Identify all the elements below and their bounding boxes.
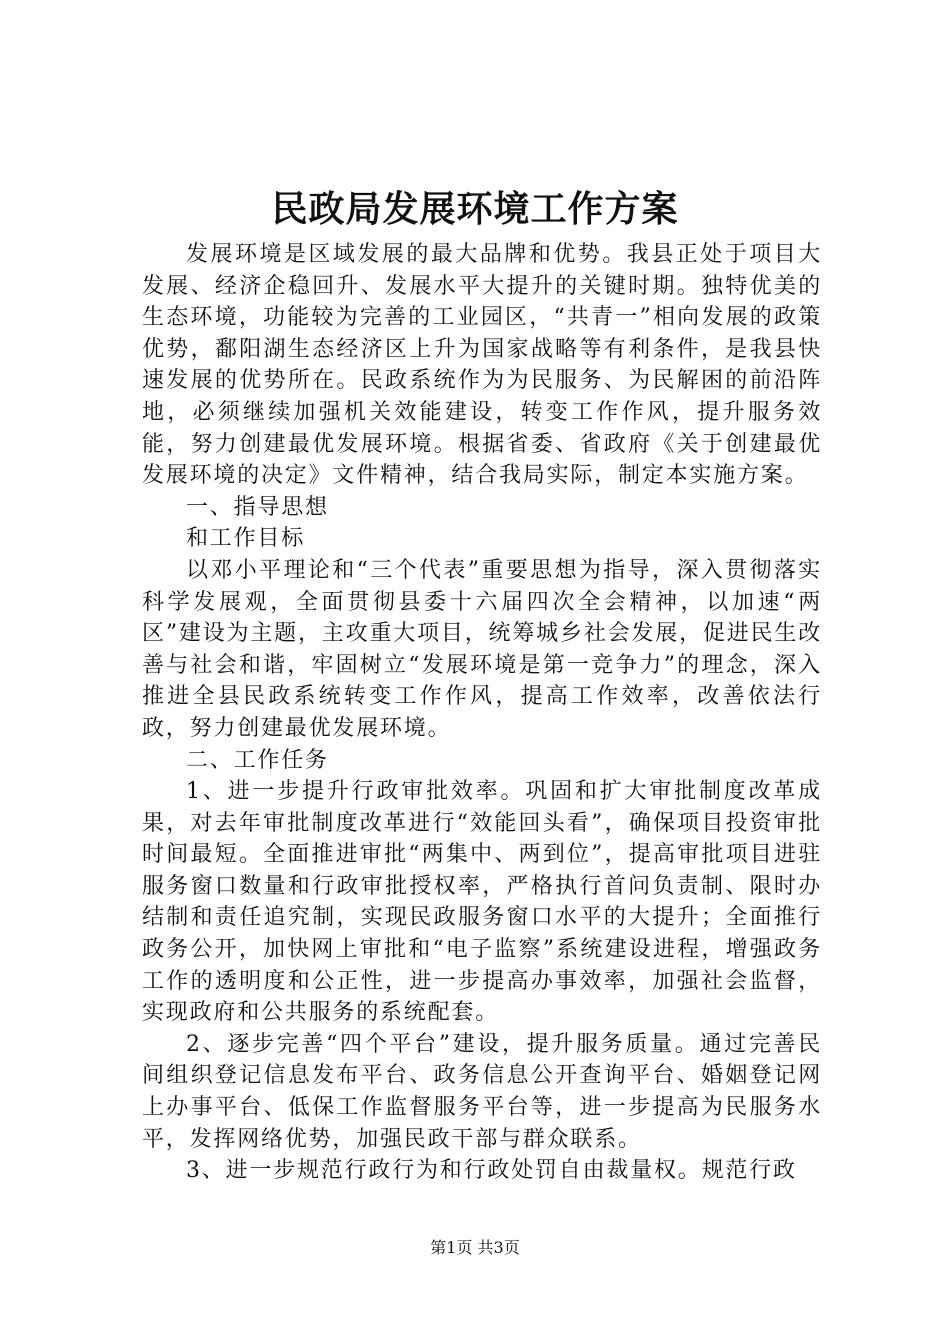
paragraph-intro: 发展环境是区域发展的最大品牌和优势。我县正处于项目大发展、经济企稳回升、发展水平大提升的关键时期。独特优美的生态环境，功能较为完善的工业园区，“共青一”相向发展的政策优势，鄱阳湖生态经济区上升为国家战略等有利条件，是我县快速发展的优势所在。民政系统作为为民服务、为民解困的前沿阵地，必须继续加强机关效能建设，转变工作作风，提升服务效能，努力创建最优发展环境。根据省委、省政府《关于创建最优发展环境的决定》文件精神，结合我局实际，制定本实施方案。 [142, 242, 822, 489]
heading-work-goals: 和工作目标 [186, 526, 306, 552]
document-title: 民政局发展环境工作方案 [271, 188, 679, 230]
paragraph-task-3: 3、进一步规范行政行为和行政处罚自由裁量权。规范行政 [186, 1158, 797, 1184]
heading-guiding-thought: 一、指导思想 [186, 494, 329, 520]
document-body [142, 239, 822, 1187]
paragraph-task-2: 2、逐步完善“四个平台”建设，提升服务质量。通过完善民间组织登记信息发布平台、政务信息公开查询平台、婚姻登记网上办事平台、低保工作监督服务平台等，进一步提高为民服务水平，发挥网络优势，加强民政干部与群众联系。 [142, 1031, 822, 1152]
page-footer: 第1页 共3页 [430, 1238, 520, 1257]
heading-work-tasks: 二、工作任务 [186, 747, 329, 773]
paragraph-guiding-thought: 以邓小平理论和“三个代表”重要思想为指导，深入贯彻落实科学发展观，全面贯彻县委十六届四次全会精神，以加速“两区”建设为主题，主攻重大项目，统筹城乡社会发展，促进民生改善与社会和谐，牢固树立“发展环境是第一竞争力”的理念，深入推进全县民政系统转变工作作风，提高工作效率，改善依法行政，努力创建最优发展环境。 [142, 557, 822, 741]
paragraph-task-1: 1、进一步提升行政审批效率。巩固和扩大审批制度改革成果，对去年审批制度改革进行“效能回头看”，确保项目投资审批时间最短。全面推进审批“两集中、两到位”，提高审批项目进驻服务窗口数量和行政审批授权率，严格执行首问负责制、限时办结制和责任追究制，实现民政服务窗口水平的大提升；全面推行政务公开，加快网上审批和“电子监察”系统建设进程，增强政务工作的透明度和公正性，进一步提高办事效率，加强社会监督，实现政府和公共服务的系统配套。 [142, 779, 822, 1026]
